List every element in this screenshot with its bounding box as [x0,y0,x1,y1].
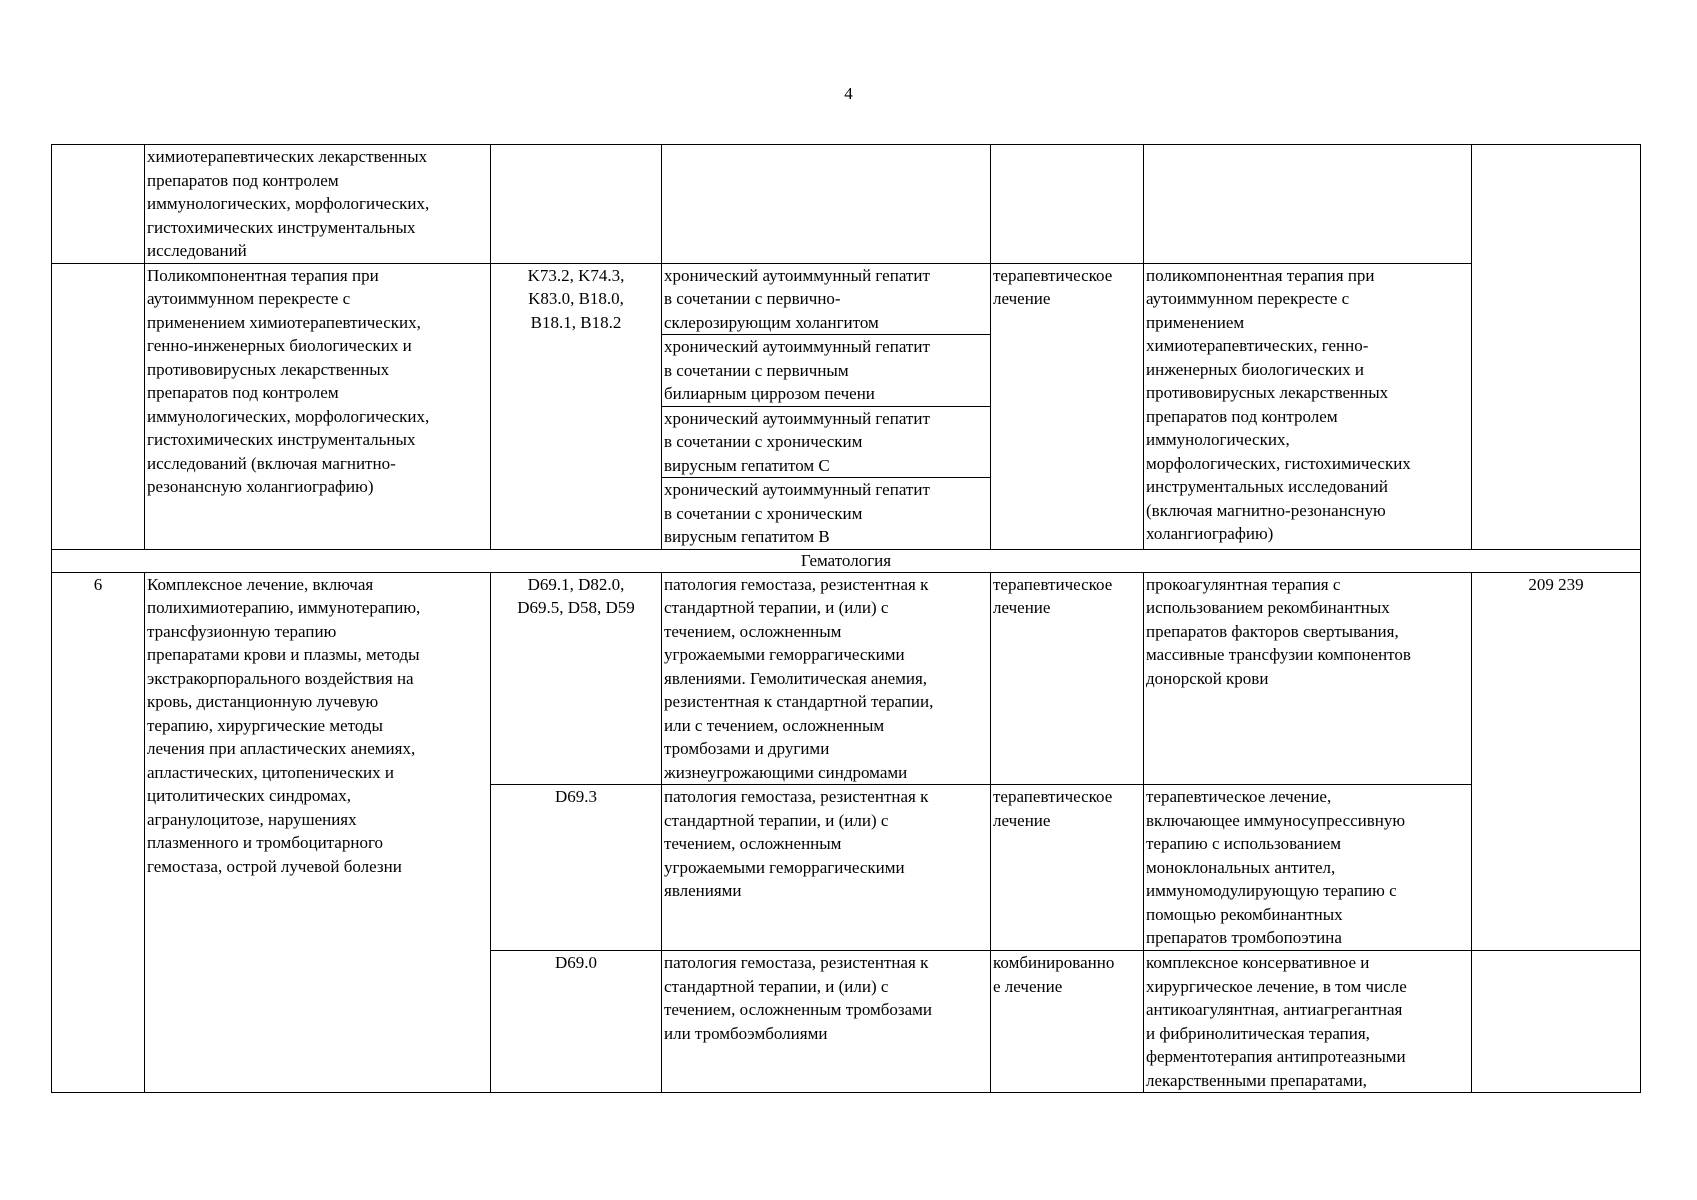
table-row-6-sub-1 [52,572,1641,785]
cell-treatment-type: терапевтическое лечение [991,785,1144,951]
cell-treatment-type: терапевтическое лечение [991,572,1144,785]
cell-codes: K73.2, K74.3, K83.0, B18.0, B18.1, B18.2 [491,263,662,549]
cell-codes: D69.1, D82.0, D69.5, D58, D59 [491,572,662,785]
cell-model: патология гемостаза, резистентная к стандартной терапии, и (или) с течением, осложненным тромбозами или тромбоэмболиями [662,951,991,1093]
cell-method: Поликомпонентная терапия при аутоиммунном перекресте с применением химиотерапевтических, генно-инженерных биологических и противовирусных лекарственных препаратов под контролем иммунологических, морфологических, гистохимических инструментальных исследований (включая магнитно- резонансную холангиографию) [145,263,491,549]
section-header-row [52,549,1641,572]
section-title: Гематология [52,549,1641,572]
cell-treatment-method [1144,145,1472,264]
cell-treatment-type [991,145,1144,264]
cell-treatment-method: комплексное консервативное и хирургическое лечение, в том числе антикоагулянтная, антиагрегантная и фибринолитическая терапия, ферментотерапия антипротеазными лекарственными препаратами, [1144,951,1472,1093]
cell-codes [491,145,662,264]
model-item: хронический аутоиммунный гепатит в сочетании с первичным билиарным циррозом печени [662,335,990,407]
cell-method: Комплексное лечение, включая полихимиотерапию, иммунотерапию, трансфузионную терапию препаратами крови и плазмы, методы экстракорпорального воздействия на кровь, дистанционную лучевую терапию, хирургические методы лечения при апластических анемиях, апластических, цитопенических и цитолитических синдромах, агранулоцитозе, нарушениях плазменного и тромбоцитарного гемостаза, острой лучевой болезни [145,572,491,1093]
cell-model: патология гемостаза, резистентная к стандартной терапии, и (или) с течением, осложненным угрожаемыми геморрагическими явлениями [662,785,991,951]
table-row-continuation [52,145,1641,264]
cell-codes: D69.3 [491,785,662,951]
cell-number: 6 [52,572,145,1093]
cell-models [662,263,991,549]
cell-cost: 209 239 [1472,572,1641,951]
cell-model [662,145,991,264]
cell-number [52,263,145,549]
medical-care-table [51,144,1641,1093]
model-item: хронический аутоиммунный гепатит в сочетании с хроническим вирусным гепатитом B [664,480,930,546]
cell-cost [1472,951,1641,1093]
cell-codes: D69.0 [491,951,662,1093]
cell-treatment-method: поликомпонентная терапия при аутоиммунном перекресте с применением химиотерапевтических, генно- инженерных биологических и противовирусных лекарственных препаратов под контролем иммунологических, морфологических, гистохимических инструментальных исследований (включая магнитно-резонансную холангиографию) [1144,263,1472,549]
cell-cost [1472,145,1641,550]
cell-model: патология гемостаза, резистентная к стандартной терапии, и (или) с течением, осложненным угрожаемыми геморрагическими явлениями. Гемолитическая анемия, резистентная к стандартной терапии, или с течением, осложненным тромбозами и другими жизнеугрожающими синдромами [662,572,991,785]
table-row-overlap [52,263,1641,549]
cell-treatment-method: прокоагулянтная терапия с использованием рекомбинантных препаратов факторов свертывания, массивные трансфузии компонентов донорской крови [1144,572,1472,785]
cell-treatment-method: терапевтическое лечение, включающее иммуносупрессивную терапию с использованием моноклональных антител, иммуномодулирующую терапию с помощью рекомбинантных препаратов тромбопоэтина [1144,785,1472,951]
cell-number [52,145,145,264]
cell-treatment-type: терапевтическое лечение [991,263,1144,549]
cell-method: химиотерапевтических лекарственных препаратов под контролем иммунологических, морфологических, гистохимических инструментальных исследований [145,145,491,264]
model-item: хронический аутоиммунный гепатит в сочетании с хроническим вирусным гепатитом C [662,407,990,479]
cell-treatment-type: комбинированно е лечение [991,951,1144,1093]
page-number: 4 [844,84,853,103]
model-item: хронический аутоиммунный гепатит в сочетании с первично- склерозирующим холангитом [662,264,990,336]
